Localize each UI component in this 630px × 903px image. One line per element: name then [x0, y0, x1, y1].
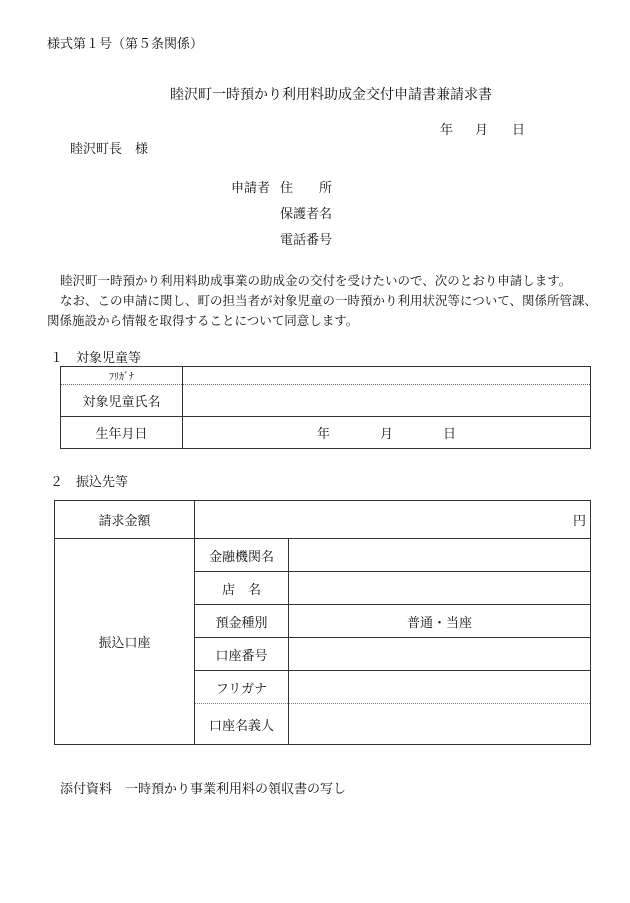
holder-furigana-field[interactable] [289, 671, 591, 704]
dob-day: 日 [443, 427, 457, 442]
amount-unit: 円 [572, 514, 586, 529]
amount-field[interactable] [195, 501, 591, 539]
date-year: 年 [440, 123, 454, 138]
form-id: 様式第１号（第５条関係） [47, 37, 204, 52]
attachment-note: 添付資料 一時預かり事業利用料の領収書の写し [60, 782, 347, 797]
dob-label: 生年月日 [61, 417, 183, 449]
body-line-2: なお、この申請に関し、町の担当者が対象児童の一時預かり利用状況等について、関係所管課、 [60, 293, 598, 308]
section2-heading: ２ 振込先等 [50, 475, 129, 490]
dob-month: 月 [379, 427, 393, 442]
child-furigana-field[interactable] [183, 367, 591, 385]
holder-label: 口座名義人 [195, 704, 289, 745]
holder-field[interactable] [289, 704, 591, 745]
guardian-name-label: 保護者名 [280, 207, 333, 222]
child-name-label: 対象児童氏名 [61, 385, 183, 417]
date-month: 月 [475, 123, 489, 138]
dob-year: 年 [316, 427, 330, 442]
section1-heading: １ 対象児童等 [50, 351, 142, 366]
phone-label: 電話番号 [280, 233, 333, 248]
account-number-label: 口座番号 [195, 638, 289, 671]
branch-label: 店 名 [195, 572, 289, 605]
body-line-1: 睦沢町一時預かり利用料助成事業の助成金の交付を受けたいので、次のとおり申請します。 [60, 273, 572, 288]
child-name-field[interactable] [183, 385, 591, 417]
address-label: 住 所 [280, 181, 333, 196]
page-title: 睦沢町一時預かり利用料助成金交付申請書兼請求書 [170, 87, 492, 103]
dob-field[interactable] [183, 417, 591, 449]
applicant-label: 申請者 [231, 181, 271, 196]
account-number-field[interactable] [289, 638, 591, 671]
bank-label: 金融機関名 [195, 539, 289, 572]
deposit-type-label: 預金種別 [195, 605, 289, 638]
date-day: 日 [512, 123, 526, 138]
transfer-table [54, 500, 591, 745]
amount-label: 請求金額 [55, 501, 195, 539]
account-label: 振込口座 [55, 539, 195, 745]
addressee: 睦沢町長 様 [70, 142, 149, 157]
child-furigana-label: ﾌﾘｶﾞﾅ [61, 367, 183, 385]
body-line-3: 関係施設から情報を取得することについて同意します。 [47, 313, 359, 328]
holder-furigana-label: フリガナ [195, 671, 289, 704]
bank-field[interactable] [289, 539, 591, 572]
child-info-table [60, 366, 591, 449]
branch-field[interactable] [289, 572, 591, 605]
deposit-type-field[interactable]: 普通・当座 [289, 605, 591, 638]
